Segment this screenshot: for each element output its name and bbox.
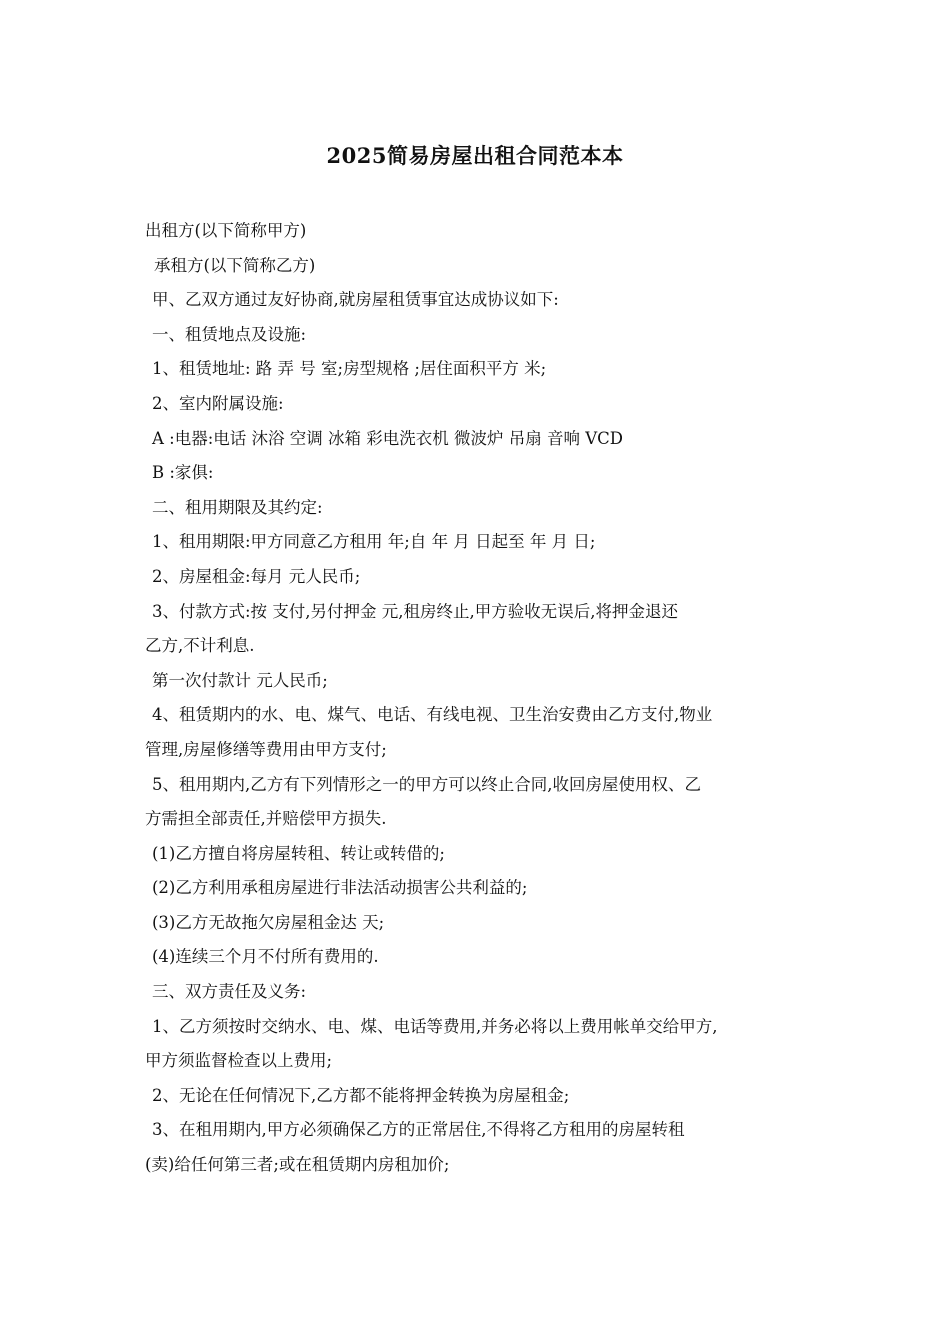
clause-line: B :家俱: [152,463,214,483]
agreement-intro: 甲、乙双方通过友好协商,就房屋租赁事宜达成协议如下: [152,290,559,310]
party-lessor-line: 出租方(以下简称甲方) [145,221,307,240]
clause-line: 1、租赁地址: 路 弄 号 室;房型规格 ;居住面积平方 米; [152,359,547,379]
section-heading-3: 三、双方责任及义务: [152,982,307,1002]
clause-line: 2、无论在任何情况下,乙方都不能将押金转换为房屋租金; [152,1085,570,1105]
clause-line: A :电器:电话 沐浴 空调 冰箱 彩电洗衣机 微波炉 吊扇 音响 VCD [152,428,624,448]
clause-line: 3、付款方式:按 支付,另付押金 元,租房终止,甲方验收无误后,将押金退还 [152,601,679,621]
clause-line: 3、在租用期内,甲方必须确保乙方的正常居住,不得将乙方租用的房屋转租 [152,1120,685,1140]
clause-line: 2、室内附属设施: [152,393,284,413]
clause-line-continued: 乙方,不计利息. [145,636,255,656]
sub-clause-line: (2)乙方利用承租房屋进行非法活动损害公共利益的; [152,878,528,898]
sub-clause-line: (3)乙方无故拖欠房屋租金达 天; [152,912,385,932]
sub-clause-line: (1)乙方擅自将房屋转租、转让或转借的; [152,843,445,863]
clause-line-continued: (卖)给任何第三者;或在租赁期内房租加价; [145,1155,450,1175]
section-heading-1: 一、租赁地点及设施: [152,324,307,344]
clause-line: 1、租用期限:甲方同意乙方租用 年;自 年 月 日起至 年 月 日; [152,532,596,552]
clause-line-continued: 甲方须监督检查以上费用; [145,1051,333,1071]
clause-line: 第一次付款计 元人民币; [152,670,328,690]
clause-line-continued: 方需担全部责任,并赔偿甲方损失. [145,809,387,829]
clause-line: 5、租用期内,乙方有下列情形之一的甲方可以终止合同,收回房屋使用权、乙 [152,774,701,794]
clause-line: 4、租赁期内的水、电、煤气、电话、有线电视、卫生治安费由乙方支付,物业 [152,705,713,725]
sub-clause-line: (4)连续三个月不付所有费用的. [152,947,379,967]
clause-line-continued: 管理,房屋修缮等费用由甲方支付; [145,739,387,759]
section-heading-2: 二、租用期限及其约定: [152,497,323,517]
clause-line: 1、乙方须按时交纳水、电、煤、电话等费用,并务必将以上费用帐单交给甲方, [152,1016,718,1036]
party-lessee-line: 承租方(以下简称乙方) [154,255,316,275]
clause-line: 2、房屋租金:每月 元人民币; [152,566,361,586]
document-title: 2025简易房屋出租合同范本本 [326,143,624,168]
contract-body [145,214,815,1183]
